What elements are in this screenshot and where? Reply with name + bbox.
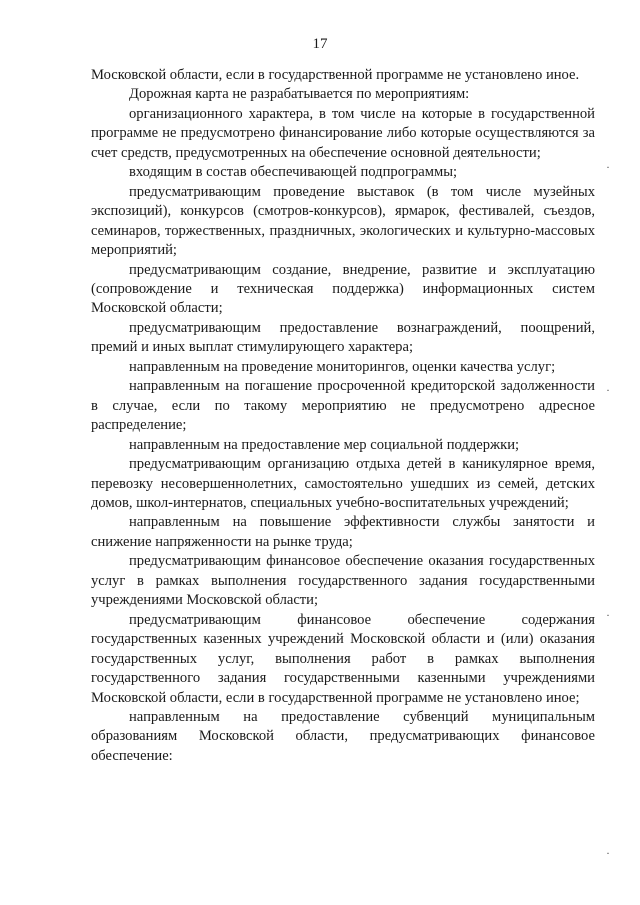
paragraph: направленным на предоставление субвенций муниципальным образованиям Московской области, предусматривающих финансовое обеспечение:	[91, 708, 595, 764]
paragraph: предусматривающим предоставление вознаграждений, поощрений, премий и иных выплат стимулирующего характера;	[91, 319, 595, 356]
scan-speck: ·	[606, 608, 610, 622]
scan-speck: ·	[606, 160, 610, 174]
paragraph: входящим в состав обеспечивающей подпрограммы;	[129, 164, 458, 181]
paragraph: Дорожная карта не разрабатывается по мероприятиям:	[129, 86, 470, 103]
paragraph: направленным на повышение эффективности службы занятости и снижение напряженности на рынке труда;	[91, 514, 595, 550]
paragraph: направленным на предоставление мер социальной поддержки;	[129, 436, 520, 453]
paragraph: направленным на проведение мониторингов, оценки качества услуг;	[129, 358, 556, 375]
paragraph: предусматривающим проведение выставок (в том числе музейных экспозиций), конкурсов (смотров-конкурсов), ярмарок, фестивалей, съездов, семинаров, торжественных, праздничных, экологических и культурно-массовых мероприятий;	[91, 183, 595, 259]
paragraph: предусматривающим создание, внедрение, развитие и эксплуатацию (сопровождение и техническая поддержка) информационных систем Московской области;	[91, 261, 595, 317]
paragraph: предусматривающим организацию отдыха детей в каникулярное время, перевозку несовершеннолетних, самостоятельно ушедших из семей, детских домов, школ-интернатов, специальных учебно-воспитательных учреждений;	[91, 456, 595, 511]
paragraph: Московской области, если в государственной программе не установлено иное.	[91, 67, 580, 83]
paragraph: предусматривающим финансовое обеспечение содержания государственных казенных учреждений Московской области и (или) оказания государственных услуг, выполнения работ в рамках выполнения государственного задания государственными казенными учреждениями Московской области, если в государственной программе не установлено иное;	[91, 611, 595, 706]
paragraph: организационного характера, в том числе на которые в государственной программе не предусмотрено финансирование либо которые осуществляются за счет средств, предусмотренных на обеспечение основной деятельности;	[91, 105, 595, 161]
scan-speck: ·	[606, 846, 610, 860]
page-number: 17	[312, 36, 328, 52]
paragraph: направленным на погашение просроченной кредиторской задолженности в случае, если по такому мероприятию не предусмотрено адресное распределение;	[91, 378, 595, 434]
paragraph: предусматривающим финансовое обеспечение оказания государственных услуг в рамках выполнения государственного задания государственными учреждениями Московской области;	[91, 553, 595, 609]
document-body	[91, 66, 595, 766]
scan-speck: ·	[606, 383, 610, 397]
